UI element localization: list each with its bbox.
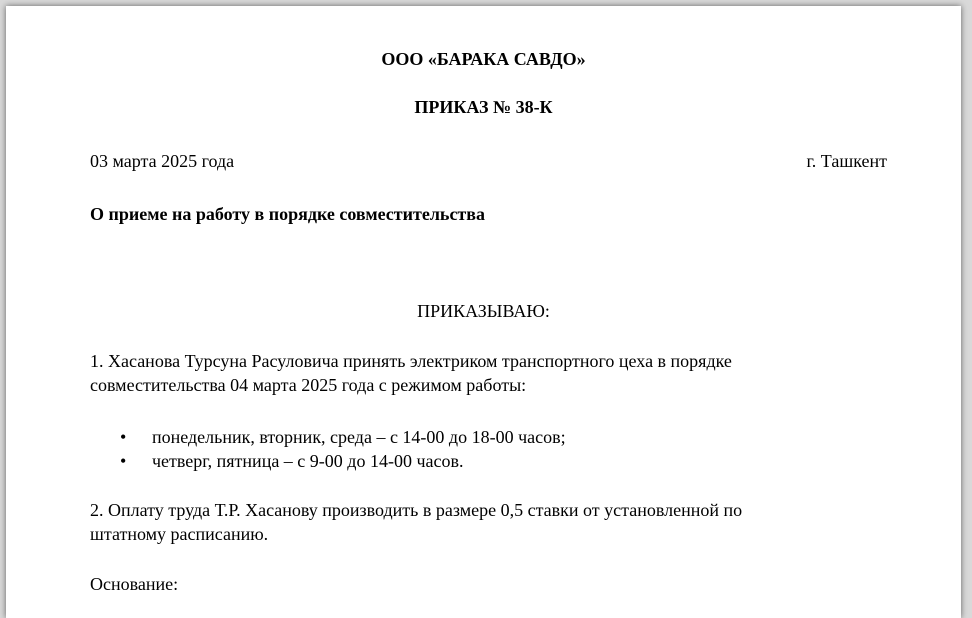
- order-title: ПРИКАЗ № 38-К: [414, 97, 553, 117]
- basis-label: Основание:: [90, 574, 179, 594]
- bullet-icon: •: [120, 451, 127, 471]
- order-subject: О приеме на работу в порядке совместительства: [90, 204, 485, 224]
- bullet-icon: •: [120, 427, 127, 447]
- schedule-item: четверг, пятница – с 9-00 до 14-00 часов.: [152, 451, 464, 471]
- order-date: 03 марта 2025 года: [90, 151, 235, 171]
- schedule-item: понедельник, вторник, среда – с 14-00 до 18-00 часов;: [152, 427, 566, 447]
- item2-line2: штатному расписанию.: [90, 524, 269, 544]
- order-word: ПРИКАЗЫВАЮ:: [417, 301, 550, 321]
- item1-line1: 1. Хасанова Турсуна Расуловича принять электриком транспортного цеха в порядке: [90, 351, 732, 371]
- document-page: [6, 6, 961, 618]
- item1-line2: совместительства 04 марта 2025 года с режимом работы:: [90, 375, 527, 395]
- company-name: ООО «БАРАКА САВДО»: [381, 49, 586, 69]
- item2-line1: 2. Оплату труда Т.Р. Хасанову производить в размере 0,5 ставки от установленной по: [90, 500, 743, 520]
- order-city: г. Ташкент: [806, 151, 887, 171]
